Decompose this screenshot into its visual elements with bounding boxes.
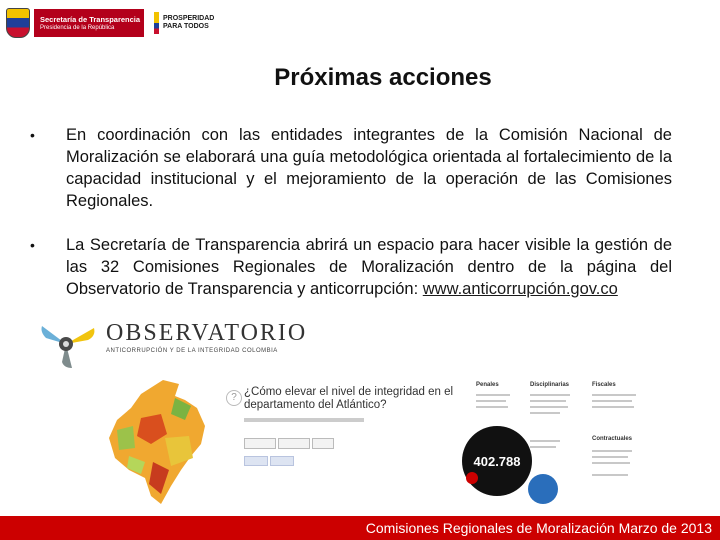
text-line [592,450,632,452]
colombia-map-image [105,378,215,508]
bullet-list [30,124,672,322]
red-dot [466,472,478,484]
article-tag [312,438,334,449]
bullet-text-container [66,234,672,300]
observatorio-emblem-icon [36,318,100,370]
article-tag [278,438,310,449]
text-line [530,412,560,414]
share-button [244,456,268,466]
footer-bar: Comisiones Regionales de Moralización Marzo de 2013 [0,516,720,540]
header [0,0,720,48]
text-line [476,406,508,408]
fiscales-heading: Fiscales [592,382,616,388]
disciplinarias-heading: Disciplinarias [530,382,570,388]
text-line [592,474,628,476]
secretaria-logo [6,7,148,39]
disciplinarias-circle [528,474,558,504]
article-title: ¿Cómo elevar el nivel de integridad en el departamento del Atlántico? [244,386,454,411]
contractuales-heading: Contractuales [592,436,633,442]
bullet-item [30,234,672,300]
slide-title: Próximas acciones [274,64,492,91]
text-line [592,394,636,396]
secretaria-box [34,9,144,37]
text-line [476,394,510,396]
anticorrupcion-link[interactable]: www.anticorrupción.gov.co [422,280,618,298]
secretaria-line2: Presidencia de la República [40,24,115,31]
observatorio-word: OBSERVATORIO [106,320,308,346]
secretaria-line1: Secretaría de Transparencia [40,14,141,24]
stat-circle: 402.788 [462,426,532,496]
text-line [592,456,628,458]
penales-heading: Penales [476,382,499,388]
bullet-text: La Secretaría de Transparencia abrirá un espacio para hacer visible la gestión de las 32 Comisiones Regionales de Moralización dentro de la página del Observatorio de Transparencia y anticorrupción: [66,236,672,298]
observatorio-logo [36,318,308,370]
article-meta [244,418,364,422]
text-line [476,400,506,402]
text-line [592,400,632,402]
prosperidad-text: PROSPERIDAD PARA TODOS [163,15,215,30]
article-tag [244,438,276,449]
text-line [530,446,556,448]
prosperidad-logo [154,12,223,34]
bullet-text: En coordinación con las entidades integrantes de la Comisión Nacional de Moralización se elaborará una guía metodológica orientada al fortalecimiento de la capacidad institucional y el mejoramiento de la operación de las Comisiones Regionales. [66,126,672,210]
bullet-item [30,124,672,212]
text-line [592,462,630,464]
question-icon: ? [226,390,242,406]
bullet-icon: • [30,127,35,143]
text-line [530,394,570,396]
colombia-crest-icon [6,8,30,38]
text-line [592,406,634,408]
text-line [530,400,566,402]
observatorio-subtitle: ANTICORRUPCIÓN Y DE LA INTEGRIDAD COLOMBIA [106,348,278,354]
observatorio-article-screenshot [226,386,454,508]
flag-icon [154,12,159,34]
text-line [530,406,568,408]
bullet-icon: • [30,237,35,253]
text-line [530,440,560,442]
share-button [270,456,294,466]
